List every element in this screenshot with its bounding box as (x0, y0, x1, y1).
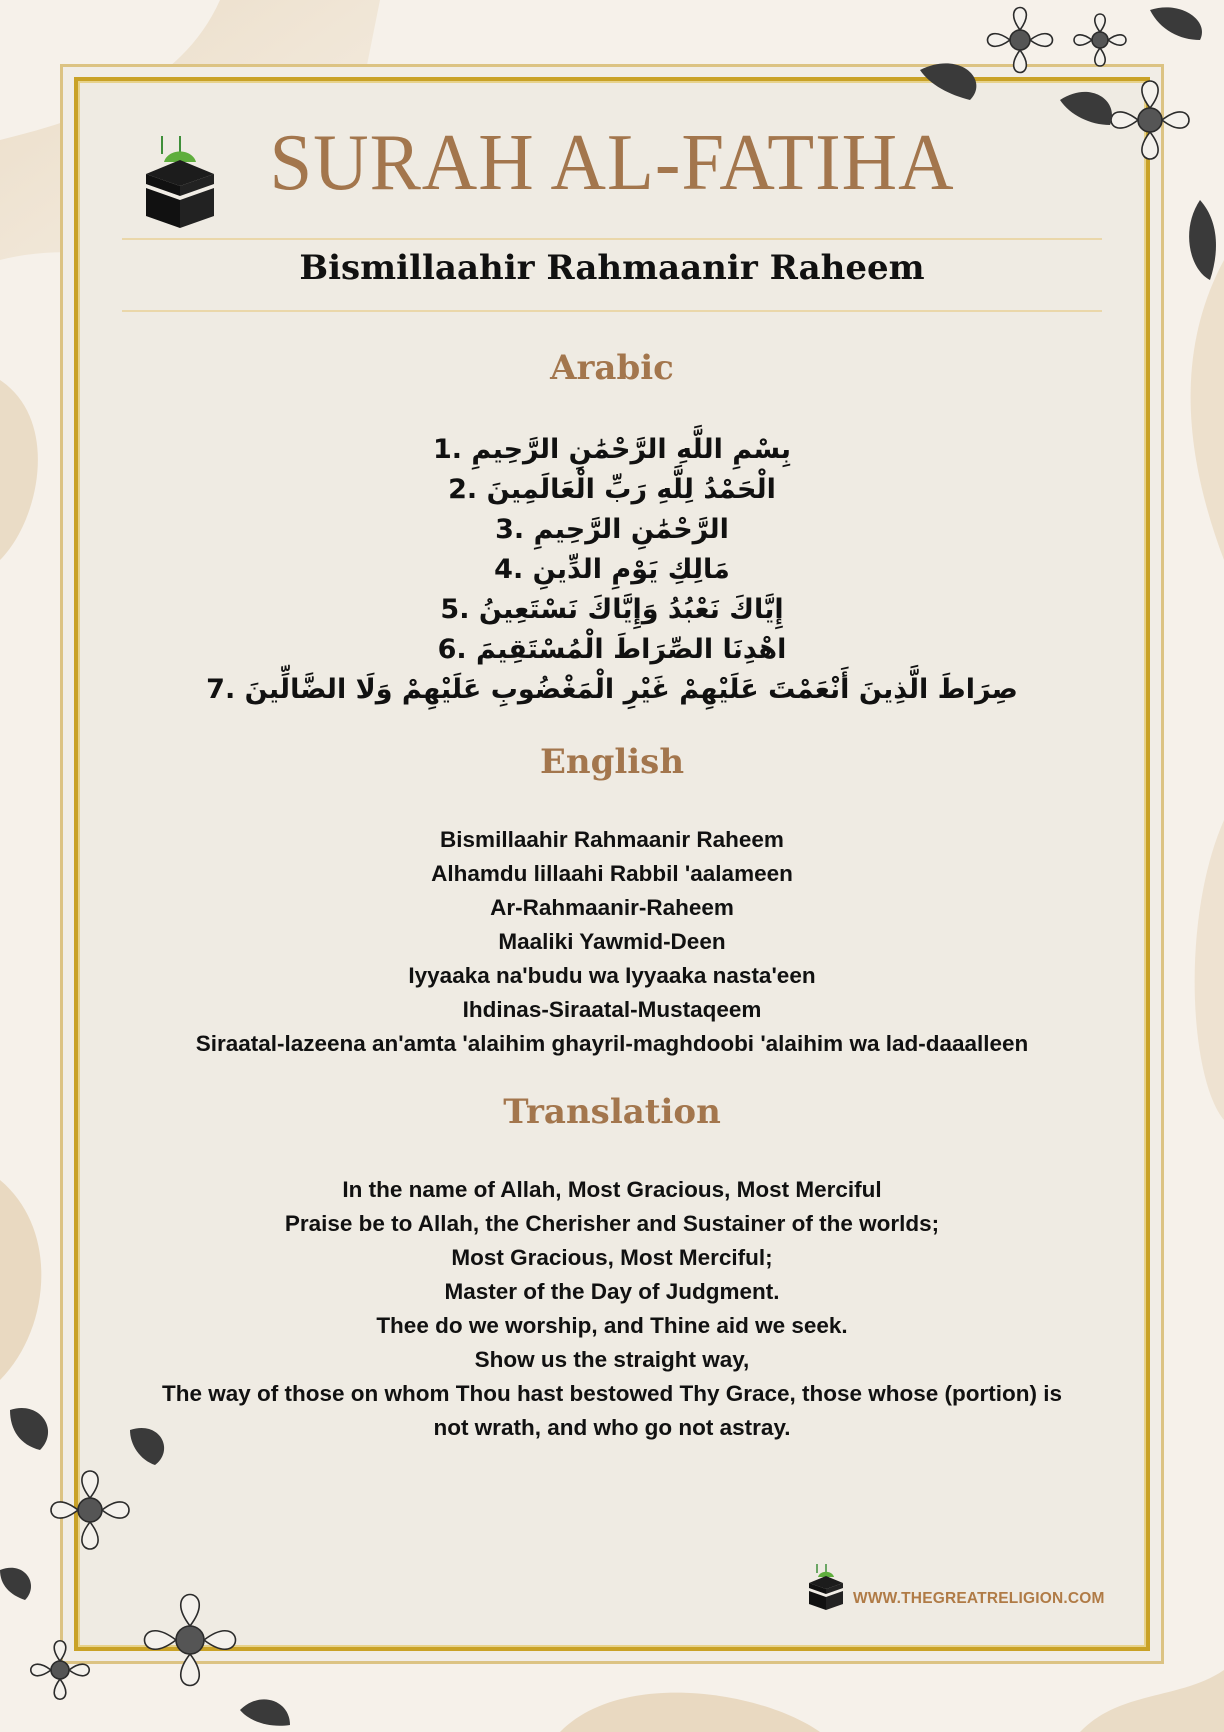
translation-line: Master of the Day of Judgment. (444, 1279, 780, 1304)
arabic-verse: الْحَمْدُ لِلَّهِ رَبِّ الْعَالَمِينَ .2 (448, 474, 776, 505)
divider (122, 238, 1102, 240)
english-heading: English (539, 742, 685, 782)
translation-list (0, 1173, 1224, 1445)
english-verse: Maaliki Yawmid-Deen (498, 929, 726, 954)
translation-line: Praise be to Allah, the Cherisher and Sustainer of the worlds; (284, 1211, 940, 1236)
translation-line: The way of those on whom Thou hast bestowed Thy Grace, those whose (portion) is (161, 1381, 1063, 1406)
translation-line: Thee do we worship, and Thine aid we seek. (376, 1313, 848, 1338)
divider (122, 310, 1102, 312)
subtitle: Bismillaahir Rahmaanir Raheem (299, 248, 925, 288)
english-verse-list (0, 823, 1224, 1061)
english-verse: Siraatal-lazeena an'amta 'alaihim ghayril-maghdoobi 'alaihim wa lad-daaalleen (195, 1031, 1029, 1056)
page-title: SURAH AL-FATIHA (269, 119, 955, 207)
arabic-verse: اهْدِنَا الصِّرَاطَ الْمُسْتَقِيمَ .6 (437, 634, 787, 665)
arabic-heading: Arabic (550, 348, 674, 388)
translation-line: Most Gracious, Most Merciful; (451, 1245, 773, 1270)
english-verse: Bismillaahir Rahmaanir Raheem (440, 827, 784, 852)
website-link[interactable]: WWW.THEGREATRELIGION.COM (853, 1590, 1105, 1607)
translation-heading: Translation (503, 1092, 721, 1132)
arabic-verse: بِسْمِ اللَّهِ الرَّحْمَٰنِ الرَّحِيمِ .1 (432, 434, 792, 465)
english-verse: Alhamdu lillaahi Rabbil 'aalameen (431, 861, 793, 886)
arabic-verse: مَالِكِ يَوْمِ الدِّينِ .4 (494, 554, 730, 585)
english-verse: Ihdinas-Siraatal-Mustaqeem (462, 997, 762, 1022)
english-verse: Iyyaaka na'budu wa Iyyaaka nasta'een (408, 963, 816, 988)
arabic-verse: الرَّحْمَٰنِ الرَّحِيمِ .3 (495, 514, 729, 545)
arabic-verse-list (0, 430, 1224, 710)
kaaba-icon (806, 1562, 846, 1612)
arabic-verse: إِيَّاكَ نَعْبُدُ وَإِيَّاكَ نَسْتَعِينُ .5 (440, 594, 784, 625)
translation-line: not wrath, and who go not astray. (433, 1415, 791, 1440)
translation-line: In the name of Allah, Most Gracious, Most Merciful (342, 1177, 882, 1202)
translation-line: Show us the straight way, (474, 1347, 750, 1372)
english-verse: Ar-Rahmaanir-Raheem (490, 895, 734, 920)
arabic-verse: صِرَاطَ الَّذِينَ أَنْعَمْتَ عَلَيْهِمْ غَيْرِ الْمَغْضُوبِ عَلَيْهِمْ وَلَا الضَّالِّينَ .7 (206, 674, 1018, 705)
